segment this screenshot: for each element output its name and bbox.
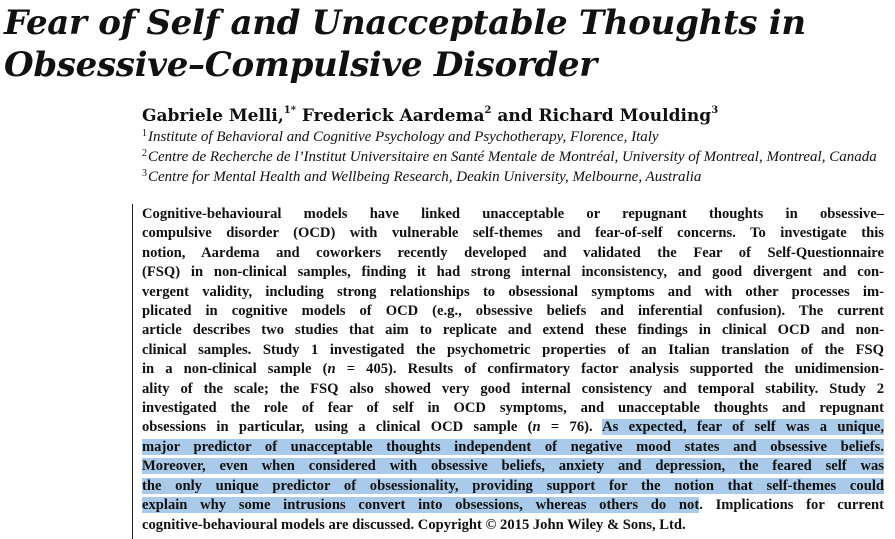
title-line-1: Fear of Self and Unacceptable Thoughts in: [4, 3, 806, 43]
abstract-left-rule: [132, 204, 133, 539]
abstract-line[interactable]: [142, 457, 884, 476]
abstract-line[interactable]: clinical samples. Study 1 investigated the psychometric properties of an Italian translation of the FSQ: [142, 341, 884, 358]
abstract-line[interactable]: vergent validity, including strong relationships to obsessional symptoms and with other processes im-: [142, 283, 884, 300]
abstract-line[interactable]: notion, Aardema and coworkers recently developed and validated the Fear of Self-Questionnaire: [142, 244, 884, 261]
selected-text-highlight[interactable]: the only unique predictor of obsessionality, providing support for the notion that self-themes could: [142, 477, 884, 494]
abstract-text: in a non-clinical sample (: [142, 361, 328, 378]
author-name: and Richard Moulding: [491, 106, 712, 126]
abstract-line[interactable]: cognitive-behavioural models are discussed. Copyright © 2015 John Wiley & Sons, Ltd.: [142, 516, 686, 533]
abstract-line[interactable]: plicated in cognitive models of OCD (e.g., obsessive beliefs and inferential confusion). The current: [142, 303, 884, 320]
affiliation-number: 2: [142, 148, 147, 159]
affiliation-text: Institute of Behavioral and Cognitive Psychology and Psychotherapy, Florence, Italy: [148, 129, 659, 145]
abstract-line[interactable]: [142, 418, 884, 437]
selected-text-highlight[interactable]: Moreover, even when considered with obsessive beliefs, anxiety and depression, the feared self was: [142, 458, 884, 475]
paper-title: [4, 2, 894, 86]
abstract-text: = 405). Results of confirmatory factor analysis supported the unidimension-: [335, 361, 884, 378]
affiliation-text: Centre de Recherche de l’Institut Universitaire en Santé Mentale de Montréal, University of Montreal, Montreal, Canada: [148, 149, 877, 165]
selected-text-highlight[interactable]: major predictor of unacceptable thoughts independent of negative mood states and obsessive beliefs.: [142, 438, 884, 455]
author-superscript: 2: [484, 105, 492, 116]
affiliation-list: [142, 127, 877, 187]
author-list: [142, 104, 718, 128]
affiliation-number: 1: [142, 128, 147, 139]
selected-text-highlight[interactable]: As expected, fear of self was a unique,: [602, 419, 884, 436]
abstract-line[interactable]: [142, 438, 884, 457]
author-name: Gabriele Melli,: [142, 106, 284, 126]
abstract-line[interactable]: [142, 477, 884, 496]
sample-size-n: n: [532, 419, 541, 436]
abstract-line[interactable]: ality of the scale; the FSQ also showed very good internal consistency and temporal stability. Study 2: [142, 380, 884, 397]
abstract-line[interactable]: compulsive disorder (OCD) with vulnerable self-themes and fear-of-self concerns. To investigate this: [142, 225, 884, 242]
selected-text-highlight[interactable]: explain why some intrusions convert into obsessions, whereas others do not: [142, 497, 700, 514]
title-line-2: Obsessive–Compulsive Disorder: [4, 45, 597, 85]
affiliation-3: [142, 167, 877, 187]
author-superscript: 3: [711, 105, 719, 116]
abstract-line[interactable]: investigated the role of fear of self in OCD symptoms, and unacceptable thoughts and repugnant: [142, 400, 884, 417]
abstract-line[interactable]: [142, 496, 884, 515]
author-superscript: 1*: [283, 105, 296, 116]
sample-size-n: n: [327, 361, 336, 378]
abstract-text: obsessions in particular, using a clinical OCD sample (: [142, 419, 533, 436]
abstract-line[interactable]: (FSQ) in non-clinical samples, finding it had strong internal inconsistency, and good divergent and con-: [142, 264, 884, 281]
abstract-line[interactable]: article describes two studies that aim to replicate and extend these findings in clinical OCD and non-: [142, 322, 884, 339]
affiliation-text: Centre for Mental Health and Wellbeing Research, Deakin University, Melbourne, Australia: [148, 169, 702, 185]
abstract[interactable]: [142, 205, 884, 535]
abstract-text: = 76).: [540, 419, 603, 436]
affiliation-2: [142, 147, 877, 167]
affiliation-1: [142, 127, 877, 147]
abstract-text: . Implications for current: [699, 497, 885, 514]
author-name: Frederick Aardema: [295, 106, 485, 126]
abstract-line[interactable]: [142, 360, 884, 379]
affiliation-number: 3: [142, 168, 147, 179]
abstract-line[interactable]: Cognitive-behavioural models have linked unacceptable or repugnant thoughts in obsessive–: [142, 206, 884, 222]
